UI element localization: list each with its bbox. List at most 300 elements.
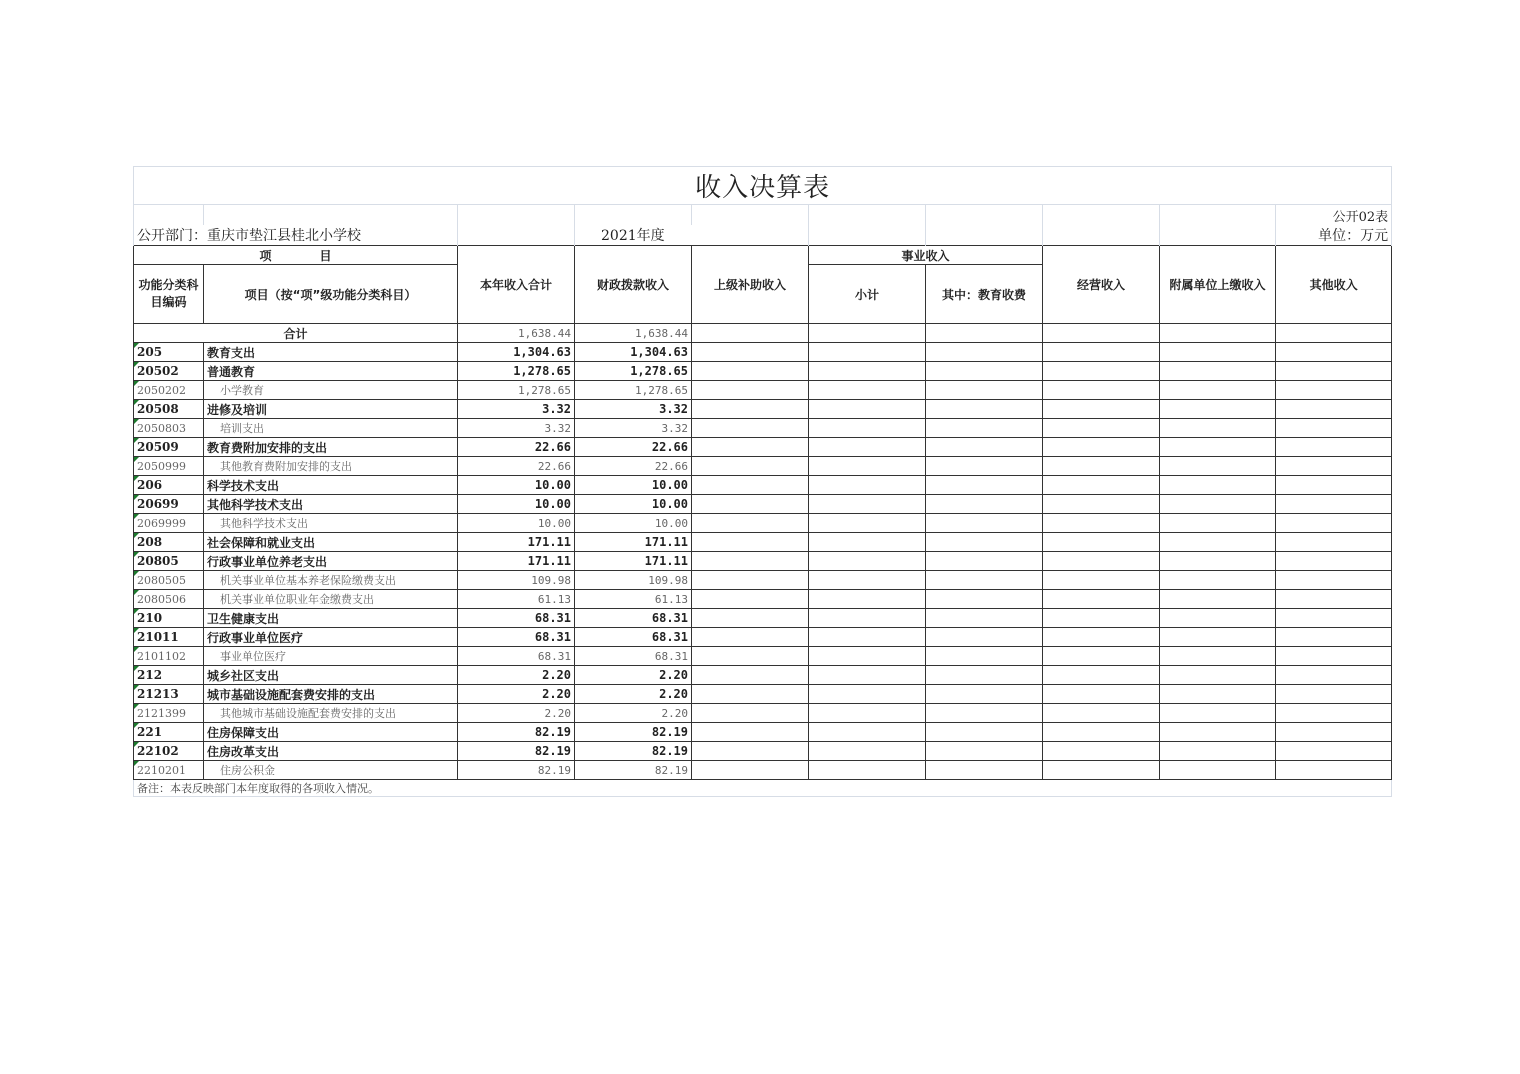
row-affiliated: [1160, 381, 1276, 400]
row-affiliated: [1160, 343, 1276, 362]
row-business-subtotal: [809, 362, 926, 381]
row-business-subtotal: [809, 742, 926, 761]
row-code-cell: [134, 590, 204, 609]
row-code-cell: [134, 343, 204, 362]
row-code-cell: [134, 647, 204, 666]
row-fiscal: 68.31: [575, 647, 692, 666]
row-superior: [692, 761, 809, 780]
row-code: 2121399: [137, 706, 186, 720]
row-education-fees: [926, 381, 1043, 400]
row-name: 社会保障和就业支出: [204, 533, 458, 552]
row-fiscal: 3.32: [575, 419, 692, 438]
row-fiscal: 68.31: [575, 628, 692, 647]
row-total-income: 10.00: [458, 495, 575, 514]
table-row: [134, 723, 1392, 742]
row-affiliated: [1160, 400, 1276, 419]
row-business-subtotal: [809, 647, 926, 666]
row-operating: [1043, 609, 1160, 628]
table-row: [134, 552, 1392, 571]
row-code-cell: [134, 400, 204, 419]
row-other: [1276, 647, 1392, 666]
row-name: 住房公积金: [204, 761, 458, 780]
row-name: 科学技术支出: [204, 476, 458, 495]
row-total-income: 10.00: [458, 476, 575, 495]
row-code-cell: [134, 457, 204, 476]
cell-comment-marker-icon: [134, 343, 139, 348]
table-row: [134, 742, 1392, 761]
row-name: 其他科学技术支出: [204, 495, 458, 514]
row-business-subtotal: [809, 723, 926, 742]
row-code-cell: [134, 685, 204, 704]
row-education-fees: [926, 400, 1043, 419]
table-row: [134, 533, 1392, 552]
report-title: 收入决算表: [134, 167, 1392, 205]
table-row: [134, 590, 1392, 609]
row-affiliated: [1160, 723, 1276, 742]
row-operating: [1043, 761, 1160, 780]
row-affiliated: [1160, 533, 1276, 552]
row-code-cell: [134, 571, 204, 590]
row-total-income: 1,278.65: [458, 362, 575, 381]
row-education-fees: [926, 438, 1043, 457]
table-row: [134, 400, 1392, 419]
row-total-income: 3.32: [458, 419, 575, 438]
row-other: [1276, 666, 1392, 685]
row-total-income: 22.66: [458, 438, 575, 457]
row-operating: [1043, 514, 1160, 533]
department-label: 公开部门：: [137, 228, 207, 244]
row-operating: [1043, 628, 1160, 647]
cell-comment-marker-icon: [134, 381, 139, 386]
row-fiscal: 2.20: [575, 666, 692, 685]
total-row: [134, 324, 1392, 343]
row-superior: [692, 742, 809, 761]
row-code: 208: [137, 535, 163, 549]
row-education-fees: [926, 533, 1043, 552]
row-operating: [1043, 666, 1160, 685]
row-superior: [692, 647, 809, 666]
row-education-fees: [926, 514, 1043, 533]
row-superior: [692, 533, 809, 552]
row-operating: [1043, 647, 1160, 666]
row-code: 2101102: [137, 649, 186, 663]
row-total-income: 2.20: [458, 666, 575, 685]
row-operating: [1043, 685, 1160, 704]
cell-comment-marker-icon: [134, 362, 139, 367]
row-total-income: 10.00: [458, 514, 575, 533]
row-fiscal: 10.00: [575, 514, 692, 533]
header-fiscal: 财政拨款收入: [575, 246, 692, 324]
row-other: [1276, 609, 1392, 628]
row-other: [1276, 343, 1392, 362]
cell-comment-marker-icon: [134, 419, 139, 424]
row-education-fees: [926, 476, 1043, 495]
table-row: [134, 647, 1392, 666]
row-code: 21011: [137, 630, 179, 644]
row-name: 行政事业单位养老支出: [204, 552, 458, 571]
row-fiscal: 109.98: [575, 571, 692, 590]
row-total-income: 82.19: [458, 742, 575, 761]
row-name: 教育支出: [204, 343, 458, 362]
row-other: [1276, 419, 1392, 438]
row-operating: [1043, 552, 1160, 571]
row-code: 2210201: [137, 763, 186, 777]
row-operating: [1043, 476, 1160, 495]
row-name: 进修及培训: [204, 400, 458, 419]
table-row: [134, 419, 1392, 438]
row-fiscal: 22.66: [575, 457, 692, 476]
header-education-fees: 其中：教育收费: [926, 265, 1043, 324]
row-name: 住房保障支出: [204, 723, 458, 742]
row-total-income: 1,278.65: [458, 381, 575, 400]
row-code-cell: [134, 704, 204, 723]
form-code: 公开02表: [1276, 205, 1392, 226]
row-code-cell: [134, 628, 204, 647]
row-superior: [692, 552, 809, 571]
row-code-cell: [134, 666, 204, 685]
row-code: 210: [137, 611, 163, 625]
header-business-group: 事业收入: [809, 246, 1043, 265]
row-operating: [1043, 362, 1160, 381]
row-other: [1276, 400, 1392, 419]
row-code: 20805: [137, 554, 179, 568]
row-code: 2080505: [137, 573, 186, 587]
table-row: [134, 704, 1392, 723]
row-education-fees: [926, 552, 1043, 571]
row-business-subtotal: [809, 685, 926, 704]
row-other: [1276, 533, 1392, 552]
row-superior: [692, 400, 809, 419]
row-operating: [1043, 590, 1160, 609]
row-code: 2050999: [137, 459, 186, 473]
row-affiliated: [1160, 647, 1276, 666]
cell-comment-marker-icon: [134, 457, 139, 462]
row-affiliated: [1160, 552, 1276, 571]
row-name: 城市基础设施配套费安排的支出: [204, 685, 458, 704]
header-superior: 上级补助收入: [692, 246, 809, 324]
row-code-cell: [134, 742, 204, 761]
header-code: 功能分类科目编码: [134, 265, 204, 324]
row-other: [1276, 362, 1392, 381]
cell-comment-marker-icon: [134, 609, 139, 614]
header-affiliated: 附属单位上缴收入: [1160, 246, 1276, 324]
row-affiliated: [1160, 761, 1276, 780]
department-cell: [134, 225, 458, 246]
cell-comment-marker-icon: [134, 438, 139, 443]
row-total-income: 109.98: [458, 571, 575, 590]
cell-comment-marker-icon: [134, 533, 139, 538]
row-code-cell: [134, 761, 204, 780]
header-business-subtotal: 小计: [809, 265, 926, 324]
row-code: 2050202: [137, 383, 186, 397]
table-row: [134, 362, 1392, 381]
row-superior: [692, 685, 809, 704]
row-superior: [692, 704, 809, 723]
row-education-fees: [926, 571, 1043, 590]
cell-comment-marker-icon: [134, 723, 139, 728]
row-operating: [1043, 381, 1160, 400]
row-code: 206: [137, 478, 163, 492]
table-row: [134, 343, 1392, 362]
row-education-fees: [926, 704, 1043, 723]
row-business-subtotal: [809, 552, 926, 571]
row-education-fees: [926, 609, 1043, 628]
row-business-subtotal: [809, 381, 926, 400]
row-fiscal: 82.19: [575, 761, 692, 780]
row-superior: [692, 723, 809, 742]
row-total-income: 68.31: [458, 628, 575, 647]
row-code-cell: [134, 552, 204, 571]
row-fiscal: 68.31: [575, 609, 692, 628]
table-row: [134, 628, 1392, 647]
row-code: 205: [137, 345, 163, 359]
row-code: 2069999: [137, 516, 186, 530]
header-item-group: 项 目: [134, 246, 458, 265]
row-operating: [1043, 704, 1160, 723]
row-business-subtotal: [809, 609, 926, 628]
row-superior: [692, 476, 809, 495]
table-row: [134, 666, 1392, 685]
row-fiscal: 61.13: [575, 590, 692, 609]
row-superior: [692, 438, 809, 457]
row-operating: [1043, 438, 1160, 457]
cell-comment-marker-icon: [134, 761, 139, 766]
row-fiscal: 1,278.65: [575, 381, 692, 400]
total-income-value: 1,638.44: [458, 324, 575, 343]
table-row: [134, 438, 1392, 457]
row-education-fees: [926, 419, 1043, 438]
row-fiscal: 22.66: [575, 438, 692, 457]
row-total-income: 68.31: [458, 609, 575, 628]
row-superior: [692, 571, 809, 590]
row-total-income: 171.11: [458, 552, 575, 571]
row-business-subtotal: [809, 590, 926, 609]
row-superior: [692, 457, 809, 476]
row-superior: [692, 609, 809, 628]
row-education-fees: [926, 343, 1043, 362]
row-affiliated: [1160, 666, 1276, 685]
row-code: 20502: [137, 364, 179, 378]
row-operating: [1043, 419, 1160, 438]
row-education-fees: [926, 362, 1043, 381]
cell-comment-marker-icon: [134, 647, 139, 652]
row-education-fees: [926, 590, 1043, 609]
row-code-cell: [134, 723, 204, 742]
row-total-income: 22.66: [458, 457, 575, 476]
row-code-cell: [134, 476, 204, 495]
row-total-income: 171.11: [458, 533, 575, 552]
cell-comment-marker-icon: [134, 571, 139, 576]
header-operating: 经营收入: [1043, 246, 1160, 324]
table-row: [134, 571, 1392, 590]
row-other: [1276, 514, 1392, 533]
row-fiscal: 171.11: [575, 533, 692, 552]
row-name: 其他城市基础设施配套费安排的支出: [204, 704, 458, 723]
cell-comment-marker-icon: [134, 400, 139, 405]
row-superior: [692, 666, 809, 685]
row-affiliated: [1160, 476, 1276, 495]
row-business-subtotal: [809, 495, 926, 514]
row-name: 小学教育: [204, 381, 458, 400]
row-fiscal: 2.20: [575, 685, 692, 704]
row-fiscal: 1,278.65: [575, 362, 692, 381]
row-code: 20508: [137, 402, 179, 416]
row-superior: [692, 419, 809, 438]
row-code: 21213: [137, 687, 179, 701]
row-code-cell: [134, 438, 204, 457]
total-label: 合计: [134, 324, 458, 343]
row-total-income: 3.32: [458, 400, 575, 419]
row-affiliated: [1160, 590, 1276, 609]
row-name: 行政事业单位医疗: [204, 628, 458, 647]
row-superior: [692, 343, 809, 362]
income-statement-sheet: [133, 166, 1391, 797]
row-education-fees: [926, 628, 1043, 647]
row-business-subtotal: [809, 571, 926, 590]
row-business-subtotal: [809, 628, 926, 647]
cell-comment-marker-icon: [134, 552, 139, 557]
row-fiscal: 82.19: [575, 723, 692, 742]
row-code-cell: [134, 381, 204, 400]
income-statement-table: [133, 166, 1392, 797]
row-other: [1276, 628, 1392, 647]
row-other: [1276, 704, 1392, 723]
cell-comment-marker-icon: [134, 666, 139, 671]
row-other: [1276, 476, 1392, 495]
row-code-cell: [134, 514, 204, 533]
row-other: [1276, 723, 1392, 742]
row-code-cell: [134, 533, 204, 552]
row-operating: [1043, 533, 1160, 552]
row-fiscal: 10.00: [575, 495, 692, 514]
table-row: [134, 476, 1392, 495]
row-affiliated: [1160, 362, 1276, 381]
row-operating: [1043, 457, 1160, 476]
row-education-fees: [926, 457, 1043, 476]
table-row: [134, 381, 1392, 400]
row-total-income: 82.19: [458, 723, 575, 742]
row-operating: [1043, 495, 1160, 514]
row-affiliated: [1160, 742, 1276, 761]
row-name: 培训支出: [204, 419, 458, 438]
row-business-subtotal: [809, 761, 926, 780]
row-superior: [692, 381, 809, 400]
row-code-cell: [134, 495, 204, 514]
row-fiscal: 171.11: [575, 552, 692, 571]
row-business-subtotal: [809, 704, 926, 723]
row-code: 212: [137, 668, 163, 682]
row-name: 机关事业单位职业年金缴费支出: [204, 590, 458, 609]
row-total-income: 1,304.63: [458, 343, 575, 362]
row-fiscal: 3.32: [575, 400, 692, 419]
row-code-cell: [134, 362, 204, 381]
table-row: [134, 609, 1392, 628]
row-other: [1276, 552, 1392, 571]
row-name: 事业单位医疗: [204, 647, 458, 666]
row-business-subtotal: [809, 666, 926, 685]
row-education-fees: [926, 647, 1043, 666]
row-other: [1276, 381, 1392, 400]
row-name: 普通教育: [204, 362, 458, 381]
row-affiliated: [1160, 514, 1276, 533]
row-business-subtotal: [809, 419, 926, 438]
cell-comment-marker-icon: [134, 704, 139, 709]
total-fiscal-value: 1,638.44: [575, 324, 692, 343]
row-operating: [1043, 571, 1160, 590]
cell-comment-marker-icon: [134, 476, 139, 481]
header-total-income: 本年收入合计: [458, 246, 575, 324]
row-affiliated: [1160, 571, 1276, 590]
row-operating: [1043, 400, 1160, 419]
report-year: 2021年度: [575, 225, 809, 246]
row-education-fees: [926, 723, 1043, 742]
table-row: [134, 495, 1392, 514]
row-affiliated: [1160, 457, 1276, 476]
row-affiliated: [1160, 419, 1276, 438]
table-row: [134, 761, 1392, 780]
header-other: 其他收入: [1276, 246, 1392, 324]
row-other: [1276, 457, 1392, 476]
row-name: 卫生健康支出: [204, 609, 458, 628]
row-education-fees: [926, 495, 1043, 514]
row-total-income: 68.31: [458, 647, 575, 666]
row-education-fees: [926, 666, 1043, 685]
row-business-subtotal: [809, 400, 926, 419]
row-code-cell: [134, 609, 204, 628]
row-business-subtotal: [809, 438, 926, 457]
row-name: 住房改革支出: [204, 742, 458, 761]
row-fiscal: 10.00: [575, 476, 692, 495]
row-education-fees: [926, 742, 1043, 761]
row-other: [1276, 571, 1392, 590]
row-name: 机关事业单位基本养老保险缴费支出: [204, 571, 458, 590]
cell-comment-marker-icon: [134, 628, 139, 633]
row-name: 城乡社区支出: [204, 666, 458, 685]
row-other: [1276, 590, 1392, 609]
row-fiscal: 82.19: [575, 742, 692, 761]
row-business-subtotal: [809, 533, 926, 552]
row-operating: [1043, 723, 1160, 742]
row-education-fees: [926, 685, 1043, 704]
row-affiliated: [1160, 704, 1276, 723]
row-operating: [1043, 343, 1160, 362]
row-business-subtotal: [809, 476, 926, 495]
row-total-income: 61.13: [458, 590, 575, 609]
cell-comment-marker-icon: [134, 742, 139, 747]
row-business-subtotal: [809, 343, 926, 362]
row-code: 22102: [137, 744, 179, 758]
row-affiliated: [1160, 495, 1276, 514]
row-operating: [1043, 742, 1160, 761]
row-name: 教育费附加安排的支出: [204, 438, 458, 457]
row-name: 其他教育费附加安排的支出: [204, 457, 458, 476]
row-total-income: 2.20: [458, 704, 575, 723]
row-code: 2050803: [137, 421, 186, 435]
row-other: [1276, 495, 1392, 514]
cell-comment-marker-icon: [134, 590, 139, 595]
row-code: 20699: [137, 497, 179, 511]
cell-comment-marker-icon: [134, 514, 139, 519]
row-name: 其他科学技术支出: [204, 514, 458, 533]
row-code: 20509: [137, 440, 179, 454]
row-affiliated: [1160, 438, 1276, 457]
row-affiliated: [1160, 685, 1276, 704]
row-fiscal: 2.20: [575, 704, 692, 723]
row-code: 2080506: [137, 592, 186, 606]
row-other: [1276, 742, 1392, 761]
cell-comment-marker-icon: [134, 685, 139, 690]
row-business-subtotal: [809, 457, 926, 476]
